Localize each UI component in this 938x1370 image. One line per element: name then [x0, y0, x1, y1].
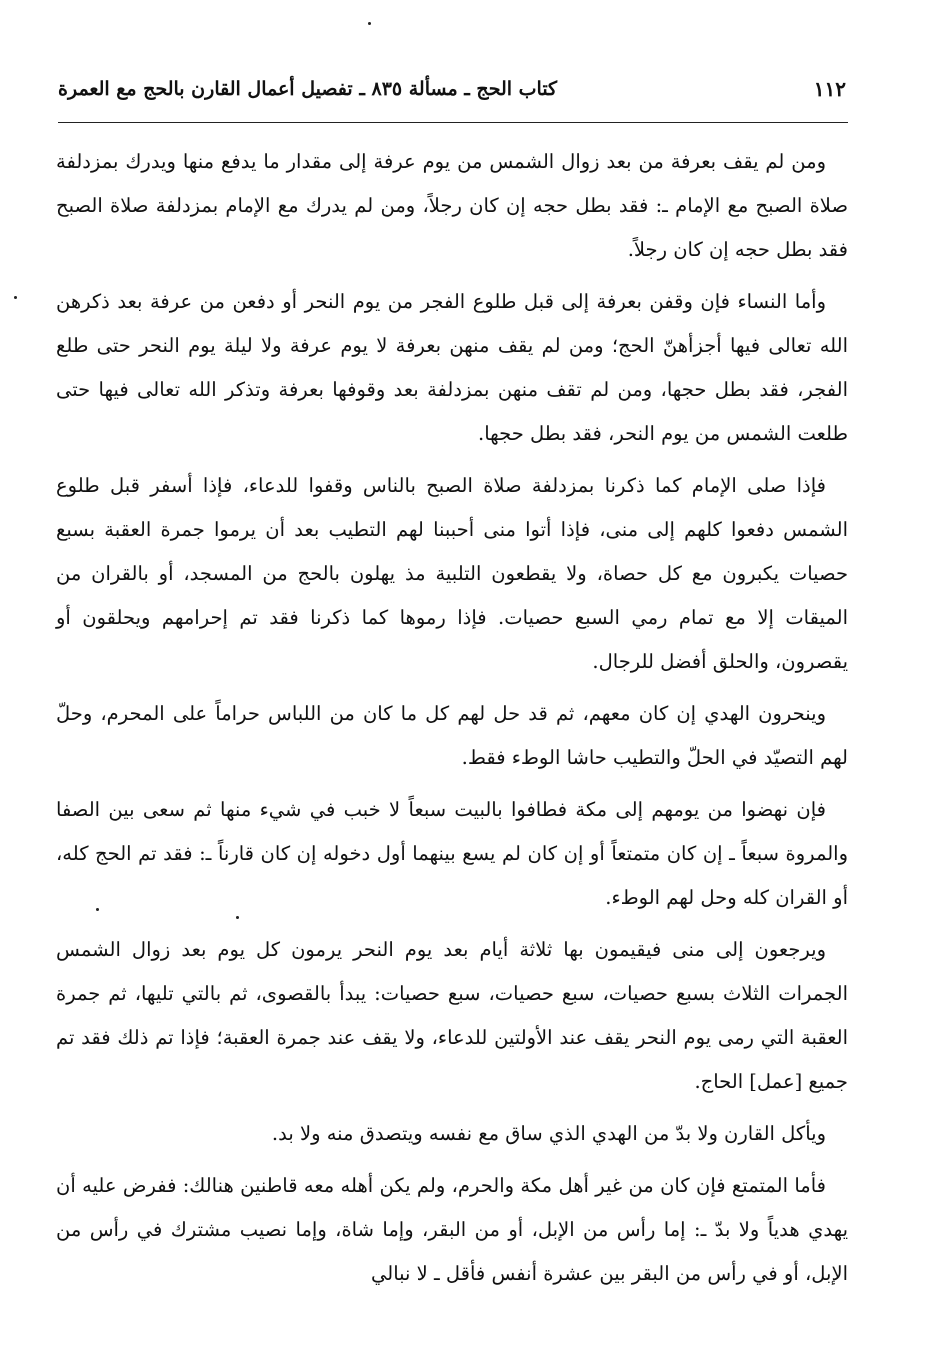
- paragraph: فإذا صلى الإمام كما ذكرنا بمزدلفة صلاة الصبح بالناس وقفوا للدعاء، فإذا أسفر قبل طلوع الشمس دفعوا كلهم إلى منى، فإذا أتوا منى أحببنا لهم التطيب بعد أن يرموا جمرة العقبة بسبع حصيات يكبرون مع كل حصاة، ولا يقطعون التلبية مذ يهلون بالحج من المسجد، أو بالقران من الميقات إلا مع تمام رمي السبع حصيات. فإذا رموها كما ذكرنا فقد تم إحرامهم ويحلقون أو يقصرون، والحلق أفضل للرجال.: [56, 474, 848, 673]
- scan-speck: [96, 908, 99, 911]
- paragraph: وأما النساء فإن وقفن بعرفة إلى قبل طلوع الفجر من يوم النحر أو دفعن من عرفة بعد ذكرهن الله تعالى فيها أجزأهنّ الحج؛ ومن لم يقف منهن بعرفة لا يوم عرفة ولا ليلة يوم النحر حتى طلع الفجر، فقد بطل حجها، ومن لم تقف منهن بمزدلفة بعد وقوفها بعرفة وتذكر الله تعالى فيها حتى طلعت الشمس من يوم النحر، فقد بطل حجها.: [56, 290, 848, 445]
- paragraph: ويرجعون إلى منى فيقيمون بها ثلاثة أيام بعد يوم النحر يرمون كل يوم بعد زوال الشمس الجمرات الثلاث بسبع حصيات، سبع حصيات، سبع حصيات: يبدأ بالقصوى، ثم بالتي تليها، ثم جمرة العقبة التي رمى يوم النحر يقف عند الأولتين للدعاء، ولا يقف عند جمرة العقبة؛ فإذا تم ذلك فقد تم جميع [عمل] الحاج.: [56, 938, 848, 1093]
- header-divider: [58, 122, 848, 123]
- paragraph: وينحرون الهدي إن كان معهم، ثم قد حل لهم كل ما كان من اللباس حراماً على المحرم، وحلّ لهم التصيّد في الحلّ والتطيب حاشا الوطء فقط.: [56, 702, 848, 769]
- paragraph: فأما المتمتع فإن كان من غير أهل مكة والحرم، ولم يكن أهله معه قاطنين هنالك: ففرض عليه أن يهدي هدياً ولا بدّ ـ: إما رأس من الإبل، أو من البقر، وإما شاة، وإما نصيب مشترك في رأس من الإبل، أو في رأس من البقر بين عشرة أنفس فأقل ـ لا نبالي: [56, 1174, 848, 1285]
- page-header: [58, 72, 846, 106]
- scan-speck: [14, 296, 17, 299]
- body-text: [56, 140, 848, 1304]
- paragraph: ومن لم يقف بعرفة من بعد زوال الشمس من يوم عرفة إلى مقدار ما يدفع منها ويدرك بمزدلفة صلاة الصبح مع الإمام ـ: فقد بطل حجه إن كان رجلاً، ومن لم يدرك مع الإمام بمزدلفة صلاة الصبح فقد بطل حجه إن كان رجلاً.: [56, 150, 848, 261]
- scan-speck: [236, 916, 239, 919]
- running-title: كتاب الحج ـ مسألة ٨٣٥ ـ تفصيل أعمال القارن بالحج مع العمرة: [58, 78, 558, 100]
- page-number: ١١٢: [813, 77, 846, 101]
- paragraph: فإن نهضوا من يومهم إلى مكة فطافوا بالبيت سبعاً لا خبب في شيء منها ثم سعى بين الصفا والمروة سبعاً ـ إن كان متمتعاً أو إن كان لم يسع بينهما أول دخوله إن كان قارناً ـ: فقد تم الحج كله، أو القران كله وحل لهم الوطء.: [56, 798, 848, 909]
- scan-speck: [368, 22, 371, 25]
- paragraph: ويأكل القارن ولا بدّ من الهدي الذي ساق مع نفسه ويتصدق منه ولا بد.: [271, 1122, 826, 1145]
